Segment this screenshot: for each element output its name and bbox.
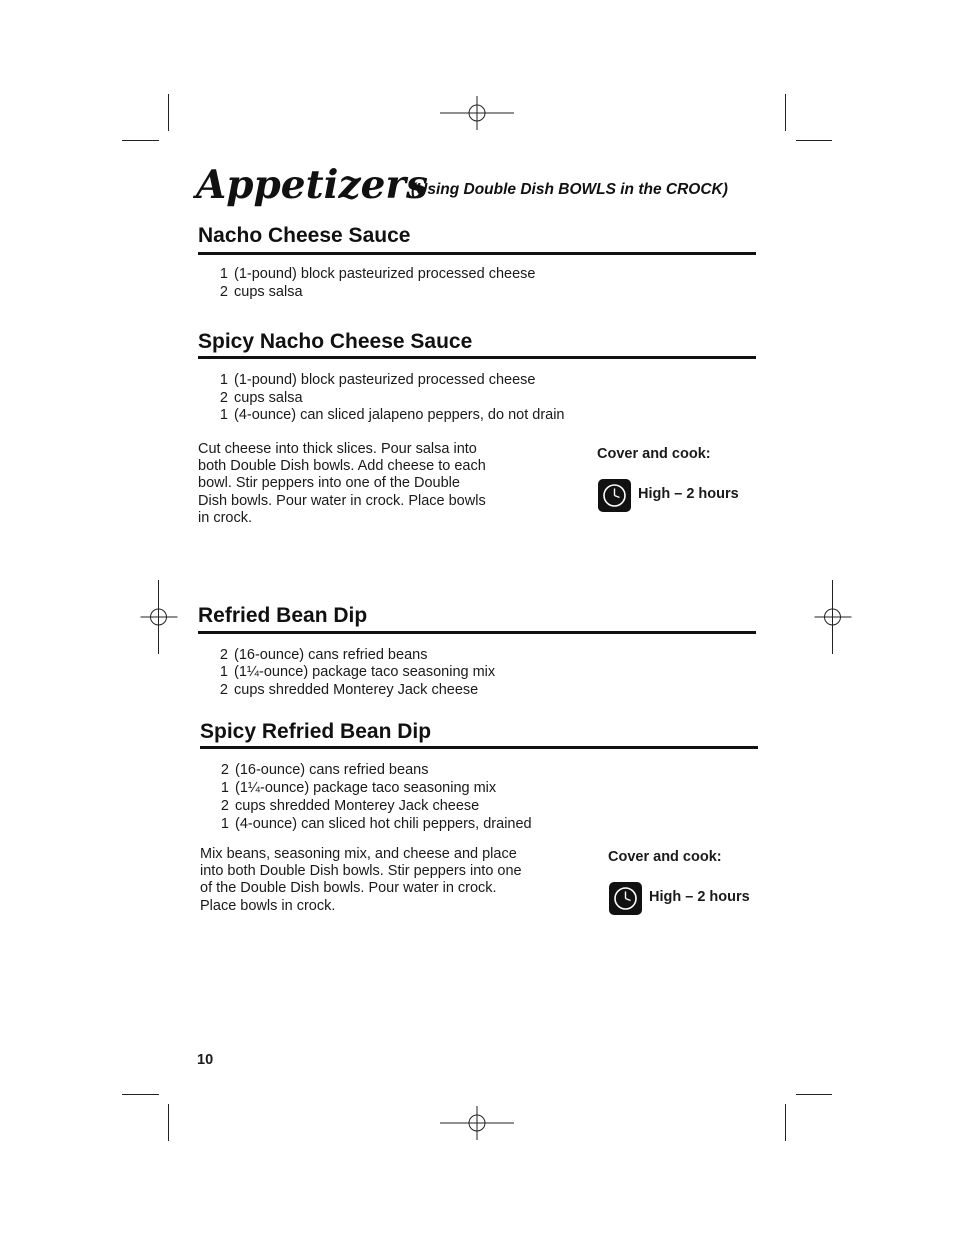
recipe-title: Spicy Nacho Cheese Sauce <box>198 330 473 353</box>
ingredient-item <box>214 779 496 797</box>
ingredient-text: (16-ounce) cans refried beans <box>235 762 429 778</box>
ingredient-qty: 2 <box>219 390 228 406</box>
ingredient-qty: 2 <box>220 798 229 814</box>
ingredient-item <box>214 815 532 833</box>
crop-mark <box>785 94 786 131</box>
ingredient-text: (1-pound) block pasteurized processed cheese <box>234 372 536 388</box>
ingredient-item <box>214 797 479 815</box>
registration-mark-icon <box>440 1086 514 1160</box>
clock-icon <box>598 479 631 512</box>
registration-mark-icon <box>440 76 514 150</box>
cook-time: High – 2 hours <box>649 889 750 905</box>
ingredient-qty: 1 <box>220 816 229 832</box>
page-title: Appetizers <box>196 162 428 208</box>
ingredient-text: (1-pound) block pasteurized processed cheese <box>234 266 536 282</box>
ingredient-qty: 1 <box>220 780 229 796</box>
ingredient-qty: 1 <box>219 266 228 282</box>
ingredient-text: (4-ounce) can sliced jalapeno peppers, do not drain <box>234 407 565 423</box>
ingredient-qty: 2 <box>220 762 229 778</box>
ingredient-qty: 1 <box>219 407 228 423</box>
recipe-title: Nacho Cheese Sauce <box>198 224 411 247</box>
page-number: 10 <box>197 1052 214 1068</box>
instructions-text: Mix beans, seasoning mix, and cheese and place into both Double Dish bowls. Stir peppers into one of the Double Dish bowls. Pour water in crock. Place bowls in crock. <box>200 846 522 914</box>
crop-mark <box>122 1094 159 1095</box>
ingredient-text: cups shredded Monterey Jack cheese <box>234 682 479 698</box>
ingredient-qty: 2 <box>219 284 228 300</box>
section-rule <box>198 356 756 359</box>
ingredient-text: cups shredded Monterey Jack cheese <box>235 798 480 814</box>
crop-mark <box>122 140 159 141</box>
crop-mark <box>168 1104 169 1141</box>
registration-mark-icon <box>796 580 870 654</box>
recipe-title: Spicy Refried Bean Dip <box>200 720 432 743</box>
cook-label: Cover and cook: <box>608 849 722 865</box>
ingredient-item <box>213 646 427 664</box>
ingredient-item <box>213 371 535 389</box>
ingredient-text: cups salsa <box>234 390 303 406</box>
page-subtitle: (Using Double Dish BOWLS in the CROCK) <box>411 181 728 198</box>
ingredient-item <box>213 389 303 407</box>
ingredient-item <box>213 283 303 301</box>
section-rule <box>200 746 758 749</box>
ingredient-item <box>213 406 565 424</box>
ingredient-item <box>213 265 535 283</box>
ingredient-item <box>214 761 428 779</box>
ingredient-qty: 1 <box>219 664 228 680</box>
ingredient-qty: 2 <box>219 682 228 698</box>
ingredient-item <box>213 681 478 699</box>
recipe-title: Refried Bean Dip <box>198 604 368 627</box>
ingredient-qty: 1 <box>219 372 228 388</box>
ingredient-text: cups salsa <box>234 284 303 300</box>
ingredient-text: (4-ounce) can sliced hot chili peppers, drained <box>235 816 532 832</box>
clock-icon <box>609 882 642 915</box>
ingredient-text: (1¼-ounce) package taco seasoning mix <box>234 664 496 680</box>
crop-mark <box>796 140 832 141</box>
ingredient-item <box>213 663 495 681</box>
ingredient-qty: 2 <box>219 647 228 663</box>
crop-mark <box>168 94 169 131</box>
section-rule <box>198 631 756 634</box>
section-rule <box>198 252 756 255</box>
crop-mark <box>785 1104 786 1141</box>
cook-label: Cover and cook: <box>597 446 711 462</box>
instructions-text: Cut cheese into thick slices. Pour salsa into both Double Dish bowls. Add cheese to each bowl. Stir peppers into one of the Double Dish bowls. Pour water in crock. Place bowls in crock. <box>198 441 486 526</box>
cook-time: High – 2 hours <box>638 486 739 502</box>
ingredient-text: (1¼-ounce) package taco seasoning mix <box>235 780 497 796</box>
ingredient-text: (16-ounce) cans refried beans <box>234 647 428 663</box>
crop-mark <box>796 1094 832 1095</box>
registration-mark-icon <box>122 580 196 654</box>
